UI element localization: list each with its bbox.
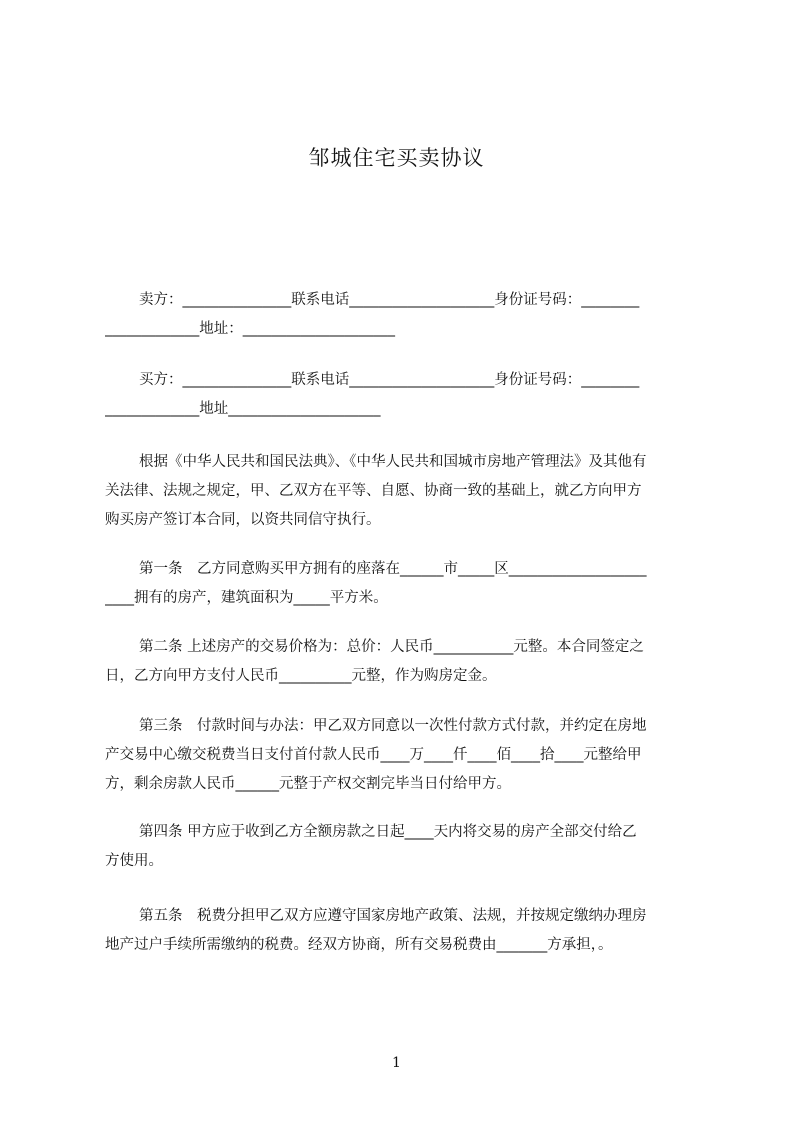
article-2-line-2: 日，乙方向甲方支付人民币__________元整，作为购房定金。 <box>105 668 497 684</box>
article-3-line-1: 第三条 付款时间与办法：甲乙双方同意以一次性付款方式付款，并约定在房地 <box>139 718 647 734</box>
buyer-section <box>105 366 703 424</box>
preamble-line-3: 购买房产签订本合同，以资共同信守执行。 <box>105 512 381 528</box>
article-5-line-1: 第五条 税费分担甲乙双方应遵守国家房地产政策、法规，并按规定缴纳办理房 <box>139 908 647 924</box>
article-1-line-2: ____拥有的房产，建筑面积为_____平方米。 <box>105 590 388 606</box>
seller-line-2: _____________地址：_____________________ <box>105 321 395 337</box>
article-3-line-3: 方，剩余房款人民币______元整于产权交割完毕当日付给甲方。 <box>105 776 511 792</box>
article-3 <box>105 712 703 799</box>
article-2 <box>105 633 703 691</box>
article-3-line-2: 产交易中心缴交税费当日支付首付款人民币____万____仟____佰____拾____元整给甲 <box>105 747 642 763</box>
buyer-line-1: 买方：_______________联系电话____________________身份证号码：________ <box>139 372 640 388</box>
article-1 <box>105 555 703 613</box>
seller-line-1: 卖方：_______________联系电话____________________身份证号码：________ <box>139 292 640 308</box>
preamble-line-1: 根据《中华人民共和国民法典》、《中华人民共和国城市房地产管理法》及其他有 <box>139 454 647 470</box>
article-4 <box>105 818 703 876</box>
article-4-line-2: 方使用。 <box>105 853 163 869</box>
preamble-line-2: 关法律、法规之规定，甲、乙双方在平等、自愿、协商一致的基础上，就乙方向甲方 <box>105 483 642 499</box>
preamble-paragraph <box>105 448 703 535</box>
article-2-line-1: 第二条 上述房产的交易价格为：总价：人民币___________元整。本合同签定之 <box>139 639 644 655</box>
article-5-line-2: 地产过户手续所需缴纳的税费。经双方协商，所有交易税费由_______方承担，。 <box>105 937 613 953</box>
article-1-line-1: 第一条 乙方同意购买甲方拥有的座落在______市_____区___________________ <box>139 561 647 577</box>
page-number: 1 <box>392 1055 401 1071</box>
seller-section <box>105 286 703 344</box>
document-title: 邹城住宅买卖协议 <box>308 146 485 170</box>
article-5 <box>105 902 703 960</box>
buyer-line-2: _____________地址_____________________ <box>105 401 381 417</box>
article-4-line-1: 第四条 甲方应于收到乙方全额房款之日起____天内将交易的房产全部交付给乙 <box>139 824 637 840</box>
